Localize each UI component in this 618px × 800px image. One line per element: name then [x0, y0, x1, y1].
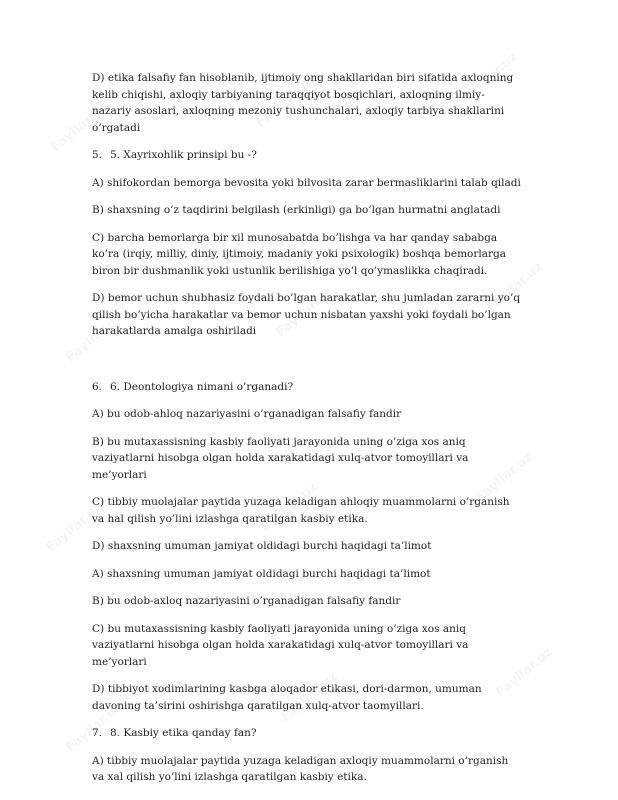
- document-page: [92, 70, 522, 797]
- answer-option: C) barcha bemorlarga bir xil munosabatda bo’lishga va har qanday sababga ko’ra (irqiy, milliy, diniy, ijtimoiy, madaniy yoki psixologik) boshqa bemorlarga biron bir dushmanlik yoki ustunlik berilishiga yo’l qo’ymaslikka chaqiradi.: [92, 231, 506, 277]
- answer-option: D) shaxsning umuman jamiyat oldidagi burchi haqidagi ta’limot: [92, 540, 432, 552]
- answer-option: D) tibbiyot xodimlarining kasbga aloqador etikasi, dori-darmon, umuman davoning ta’sirini oshirishga qaratilgan xulq-atvor taomyillari.: [92, 683, 482, 712]
- question-number: 7.: [92, 727, 103, 739]
- answer-option: B) shaxsning o’z taqdirini belgilash (erkinligi) ga bo’lgan hurmatni anglatadi: [92, 204, 501, 216]
- answer-option: B) bu mutaxassisning kasbiy faoliyati jarayonida uning o’ziga xos aniq vaziyatlarni hisobga olgan holda xarakatidagi xulq-atvor tomoyillari va me’yorlari: [92, 435, 469, 481]
- answer-option: A) tibbiy muolajalar paytida yuzaga keladigan axloqiy muammolarni o’rganish va xal qilish yo’lini izlashga qaratilgan kasbiy etika.: [92, 754, 509, 783]
- answer-option: A) bu odob-ahloq nazariyasini o’rganadigan falsafiy fandir: [92, 408, 402, 420]
- answer-option: A) shaxsning umuman jamiyat oldidagi burchi haqidagi ta’limot: [92, 567, 431, 580]
- question-heading: [92, 379, 522, 396]
- question-text: 8. Kasbiy etika qanday fan?: [110, 727, 257, 739]
- answer-option: D) etika falsafiy fan hisoblanib, ijtimoiy ong shakllaridan biri sifatida axloqning kelib chiqishi, axloqiy tarbiyaning taraqqiyot bosqichlari, axloqning ilmiy- nazariy asoslari, axloqning mezoniy tushunchalari, axloqiy tarbiya shakllarini o’rgatadi: [92, 72, 514, 134]
- question-heading: [92, 725, 522, 742]
- question-text: 6. Deontologiya nimani o’rganadi?: [110, 380, 294, 393]
- blank-space: [92, 351, 522, 379]
- question-number: 6.: [92, 380, 103, 393]
- question-number: 5.: [92, 149, 103, 161]
- answer-option: A) shifokordan bemorga bevosita yoki bilvosita zarar bermasliklarini talab qiladi: [92, 176, 521, 189]
- question-heading: [92, 147, 522, 164]
- answer-option: C) tibbiy muolajalar paytida yuzaga keladigan ahloqiy muammolarni o’rganish va hal qilish yo’lini izlashga qaratilgan kasbiy etika.: [92, 496, 510, 525]
- answer-option: D) bemor uchun shubhasiz foydali bo’lgan harakatlar, shu jumladan zararni yo’q qilish bo’yicha harakatlar va bemor uchun nisbatan yaxshi yoki foydali bo’lgan harakatlarda amalga oshiriladi: [92, 292, 521, 337]
- answer-option: B) bu odob-axloq nazariyasini o’rganadigan falsafiy fandir: [92, 595, 401, 607]
- question-text: 5. Xayrixohlik prinsipi bu -?: [110, 149, 257, 161]
- answer-option: C) bu mutaxassisning kasbiy faoliyati jarayonida uning o’ziga xos aniq vaziyatlarni hisobga olgan holda xarakatidagi xulq-atvor tomoyillari va me’yorlari: [92, 622, 469, 668]
